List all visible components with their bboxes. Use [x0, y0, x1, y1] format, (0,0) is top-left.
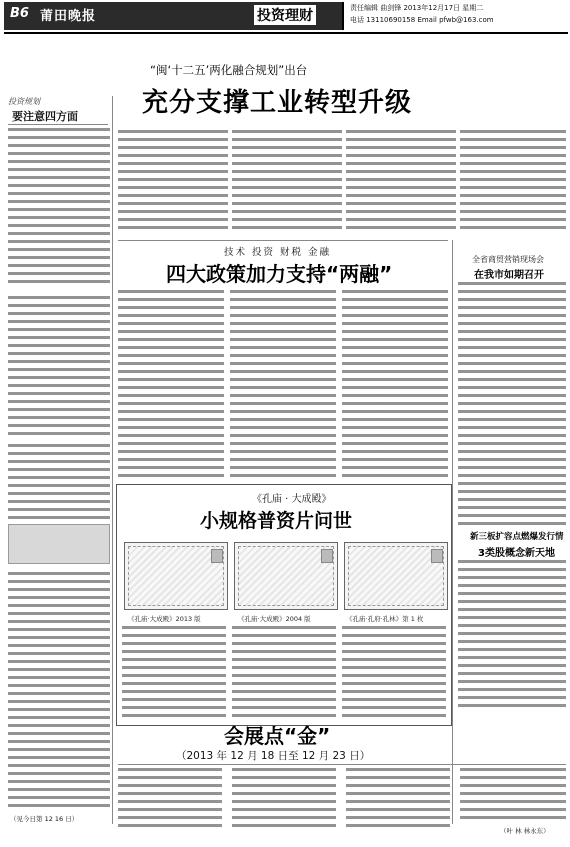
expo-col1	[118, 768, 222, 830]
sidebar-tail-label: （见今日第 12 16 日）	[10, 815, 79, 823]
expo-dates: （2013 年 12 月 18 日至 12 月 23 日）	[176, 750, 371, 762]
right-notice2-title: 新三板扩容点燃爆发行情	[470, 532, 564, 542]
masthead-meta	[342, 2, 568, 30]
sidebar-title: 要注意四方面	[12, 110, 78, 123]
stamp-story-kicker: 《孔庙 · 大成殿》	[252, 494, 332, 505]
sidebar-qr-box	[8, 524, 110, 564]
story2-col1	[118, 290, 224, 480]
story1-col4	[460, 130, 566, 234]
right-notice2-body	[458, 560, 566, 710]
stamp-image-konglin	[344, 542, 448, 610]
story1-kicker: “闽‘十二五’两化融合规划”出台	[150, 63, 308, 77]
story2-kicker: 技术 投资 财税 金融	[224, 247, 332, 258]
sidebar-body-text-4	[8, 572, 110, 810]
stamp-image-2013	[124, 542, 228, 610]
story2-col3	[342, 290, 448, 480]
expo-col2	[232, 768, 336, 830]
expo-col4	[460, 768, 566, 820]
story1-col3	[346, 130, 456, 234]
stamp-image-2004	[234, 542, 338, 610]
expo-rule	[118, 764, 566, 765]
right-notice-body	[458, 282, 566, 526]
column-divider-left	[112, 96, 113, 824]
postage-stamp-icon	[321, 549, 333, 563]
paper-logo: 莆田晚报	[40, 9, 97, 24]
sidebar-kicker: 投资规划	[8, 97, 40, 106]
stamp-story-col3	[342, 626, 446, 722]
story2-rule	[118, 240, 448, 241]
postage-stamp-icon	[431, 549, 443, 563]
column-divider-right	[452, 240, 453, 824]
story1-col2	[232, 130, 342, 234]
stamp-caption-3: 《孔庙·孔府·孔林》第 1 枚	[346, 615, 424, 623]
masthead-meta-line2: 电话 13110690158 Email pfwb@163.com	[350, 16, 494, 24]
section-name: 投资理财	[254, 5, 316, 25]
story2-col2	[230, 290, 336, 480]
story1-col1	[118, 130, 228, 234]
sidebar-body-text-3	[8, 444, 110, 522]
expo-headline: 会展点“金”	[224, 724, 331, 748]
right-notice2-subtitle: 3类股概念新天地	[478, 548, 555, 559]
expo-col3	[346, 768, 450, 830]
right-notice-title: 在我市如期召开	[474, 270, 544, 281]
right-notice-kicker: 全省商贸营销现场会	[472, 255, 544, 264]
stamp-caption-1: 《孔庙·大成殿》2013 版	[128, 615, 201, 623]
story2-headline: 四大政策加力支持“两融”	[166, 262, 393, 286]
sidebar-divider	[8, 124, 108, 125]
story1-headline: 充分支撑工业转型升级	[142, 88, 413, 118]
masthead-meta-line1: 责任编辑 曲剑锋 2013年12月17日 星期二	[350, 4, 484, 12]
masthead-rule	[4, 32, 568, 34]
stamp-story-headline: 小规格普资片问世	[200, 510, 353, 532]
page-number: B6	[10, 6, 29, 21]
stamp-story-col1	[122, 626, 226, 722]
stamp-story-col2	[232, 626, 336, 722]
sidebar-body-text	[8, 128, 110, 288]
sidebar-body-text-2	[8, 296, 110, 436]
footer-note: （叶 林 林永东）	[500, 827, 550, 835]
stamp-caption-2: 《孔庙·大成殿》2004 版	[238, 615, 311, 623]
postage-stamp-icon	[211, 549, 223, 563]
